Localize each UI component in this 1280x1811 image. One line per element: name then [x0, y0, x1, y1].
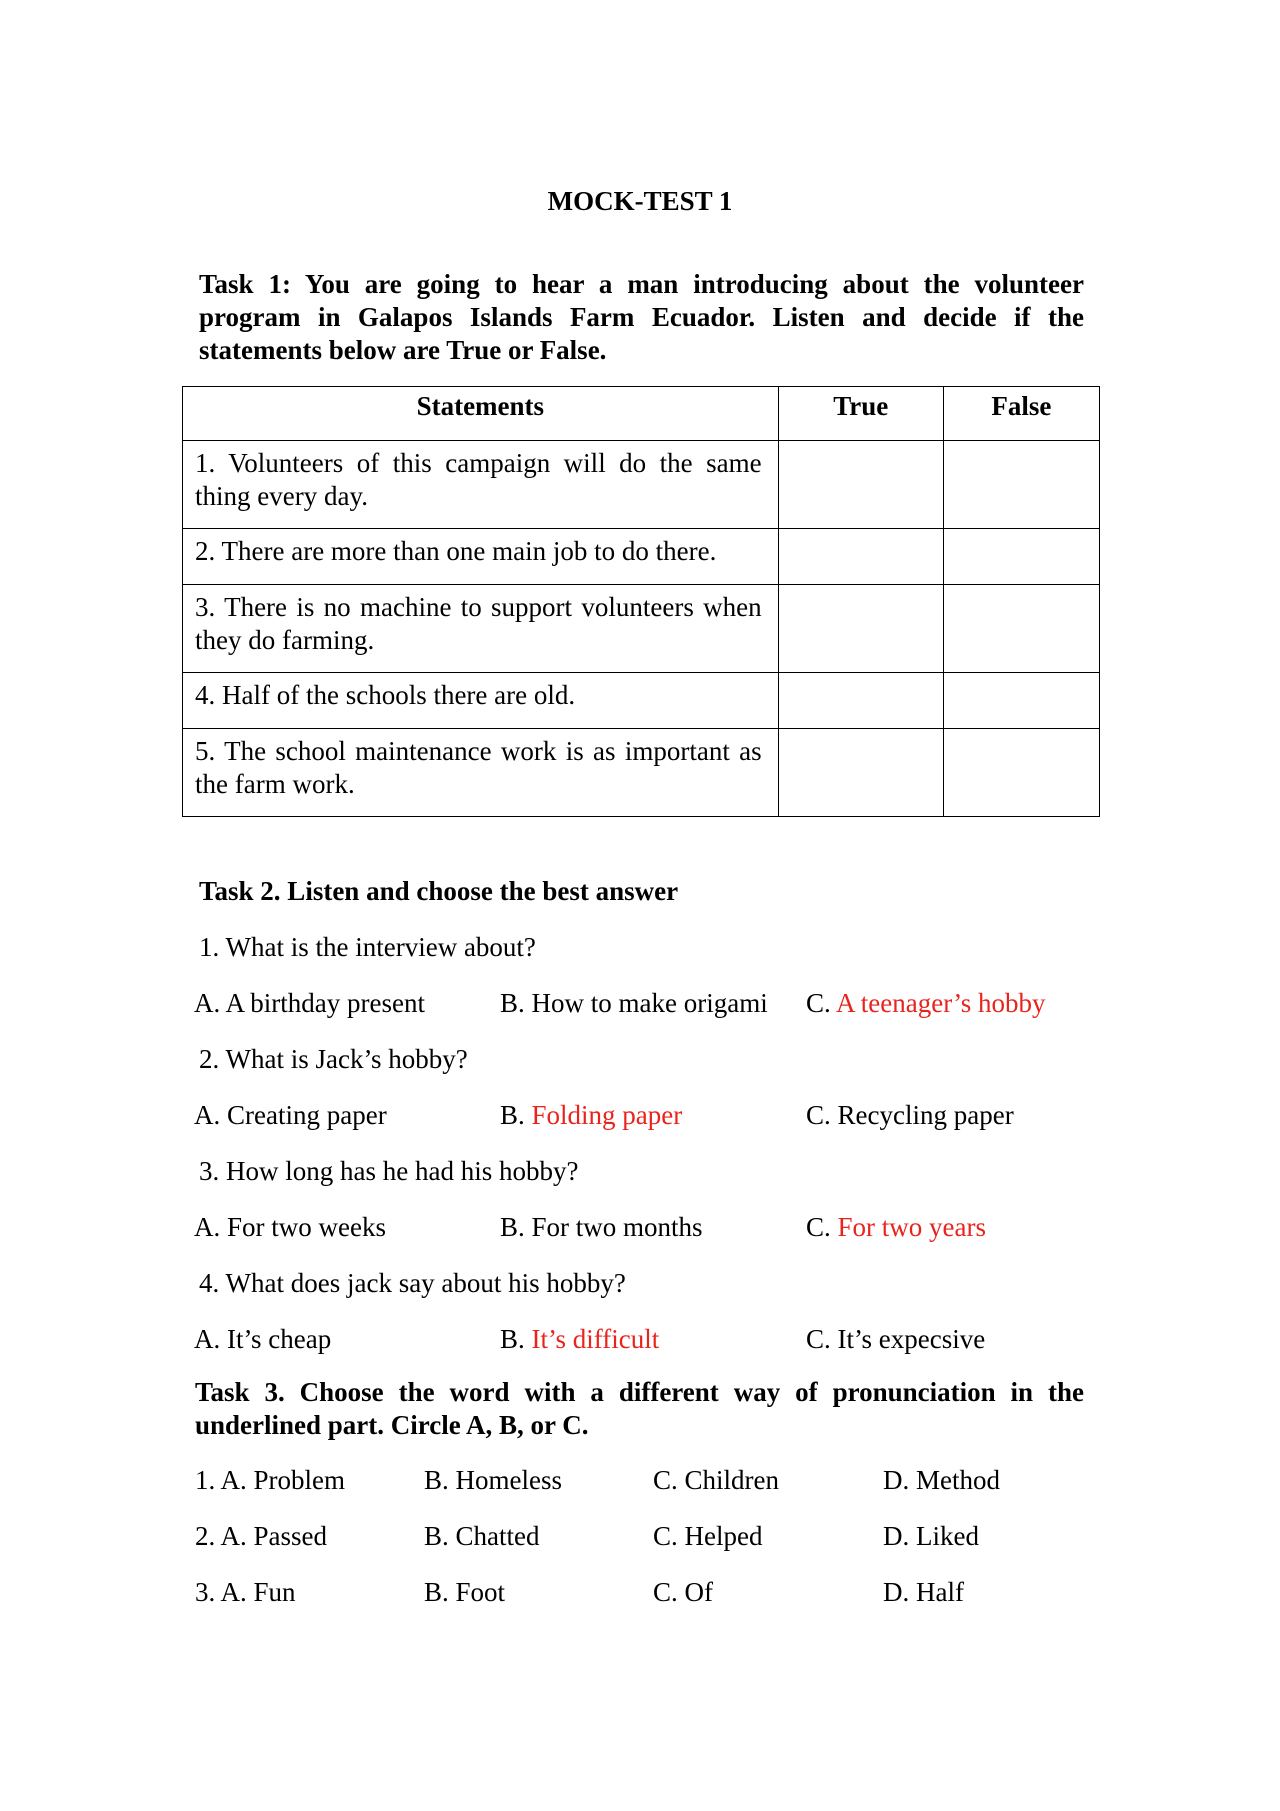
task3-item-1c[interactable]: C. Children	[653, 1465, 779, 1495]
task3-instructions: Task 3. Choose the word with a different way of pronunciation in the underlined part. Circle A, B, or C.	[195, 1377, 1084, 1440]
statement-2: 2. There are more than one main job to do there.	[183, 529, 779, 585]
false-answer-cell-1[interactable]	[943, 441, 1099, 529]
option-letter: B.	[500, 1212, 532, 1242]
table-header-row	[183, 387, 1100, 441]
page-title: MOCK-TEST 1	[547, 186, 733, 216]
task3-item-2b[interactable]: B. Chatted	[424, 1521, 540, 1551]
task1-instructions: Task 1: You are going to hear a man introducing about the volunteer program in Galapos Islands Farm Ecuador. Listen and decide if the statements below are True or False.	[199, 269, 1084, 365]
option-letter: C.	[806, 1212, 838, 1242]
option-1b[interactable]	[500, 988, 768, 1019]
option-letter: A.	[194, 1212, 227, 1242]
option-text: Creating paper	[227, 1100, 387, 1130]
false-answer-cell-3[interactable]	[943, 585, 1099, 673]
option-4a[interactable]	[194, 1324, 331, 1355]
option-2a[interactable]	[194, 1100, 387, 1131]
true-answer-cell-4[interactable]	[778, 673, 943, 729]
task3-item-1d[interactable]: D. Method	[883, 1465, 1000, 1495]
option-text: It’s expecsive	[837, 1324, 986, 1354]
option-text-highlighted: A teenager’s hobby	[836, 988, 1046, 1018]
table-row	[183, 729, 1100, 817]
option-2c[interactable]	[806, 1100, 1014, 1131]
true-false-table	[182, 386, 1100, 817]
option-1c[interactable]	[806, 988, 1045, 1019]
question-4: 4. What does jack say about his hobby?	[199, 1268, 626, 1298]
option-text: For two weeks	[227, 1212, 386, 1242]
question-1: 1. What is the interview about?	[199, 932, 536, 962]
true-answer-cell-2[interactable]	[778, 529, 943, 585]
table-row	[183, 585, 1100, 673]
option-letter: B.	[500, 988, 532, 1018]
task3-item-3d[interactable]: D. Half	[883, 1577, 964, 1607]
statement-3: 3. There is no machine to support volunteers when they do farming.	[183, 585, 779, 673]
option-text: For two months	[531, 1212, 703, 1242]
false-answer-cell-5[interactable]	[943, 729, 1099, 817]
task2-title: Task 2. Listen and choose the best answer	[199, 876, 679, 906]
table-row	[183, 441, 1100, 529]
option-2b[interactable]	[500, 1100, 682, 1131]
option-letter: C.	[806, 988, 837, 1018]
false-answer-cell-2[interactable]	[943, 529, 1099, 585]
option-letter: A.	[194, 1324, 227, 1354]
header-false: False	[943, 387, 1099, 441]
option-1a[interactable]	[194, 988, 425, 1019]
option-3b[interactable]	[500, 1212, 703, 1243]
option-letter: B.	[500, 1324, 532, 1354]
true-answer-cell-5[interactable]	[778, 729, 943, 817]
task3-item-3a[interactable]: 3. A. Fun	[195, 1577, 296, 1607]
option-3c[interactable]	[806, 1212, 986, 1243]
option-4b[interactable]	[500, 1324, 659, 1355]
option-text: How to make origami	[531, 988, 768, 1018]
option-text-highlighted: It’s difficult	[531, 1324, 660, 1354]
option-text: Recycling paper	[837, 1100, 1014, 1130]
task3-item-3b[interactable]: B. Foot	[424, 1577, 506, 1607]
option-letter: A.	[194, 988, 226, 1018]
option-letter: C.	[806, 1324, 838, 1354]
option-3a[interactable]	[194, 1212, 386, 1243]
true-answer-cell-1[interactable]	[778, 441, 943, 529]
statement-1: 1. Volunteers of this campaign will do the same thing every day.	[183, 441, 779, 529]
option-text: It’s cheap	[227, 1324, 332, 1354]
header-statements: Statements	[183, 387, 779, 441]
task3-item-1b[interactable]: B. Homeless	[424, 1465, 562, 1495]
question-2: 2. What is Jack’s hobby?	[199, 1044, 468, 1074]
option-text-highlighted: Folding paper	[531, 1100, 683, 1130]
true-answer-cell-3[interactable]	[778, 585, 943, 673]
option-letter: B.	[500, 1100, 532, 1130]
question-3: 3. How long has he had his hobby?	[199, 1156, 579, 1186]
option-4c[interactable]	[806, 1324, 985, 1355]
option-letter: A.	[194, 1100, 227, 1130]
task3-item-2c[interactable]: C. Helped	[653, 1521, 763, 1551]
task3-item-1a[interactable]: 1. A. Problem	[195, 1465, 346, 1495]
statement-4: 4. Half of the schools there are old.	[183, 673, 779, 729]
table-row	[183, 529, 1100, 585]
header-true: True	[778, 387, 943, 441]
task3-item-3c[interactable]: C. Of	[653, 1577, 713, 1607]
option-text-highlighted: For two years	[837, 1212, 986, 1242]
option-text: A birthday present	[225, 988, 425, 1018]
option-letter: C.	[806, 1100, 838, 1130]
statement-5: 5. The school maintenance work is as important as the farm work.	[183, 729, 779, 817]
task3-item-2a[interactable]: 2. A. Passed	[195, 1521, 328, 1551]
table-row	[183, 673, 1100, 729]
task3-item-2d[interactable]: D. Liked	[883, 1521, 979, 1551]
false-answer-cell-4[interactable]	[943, 673, 1099, 729]
